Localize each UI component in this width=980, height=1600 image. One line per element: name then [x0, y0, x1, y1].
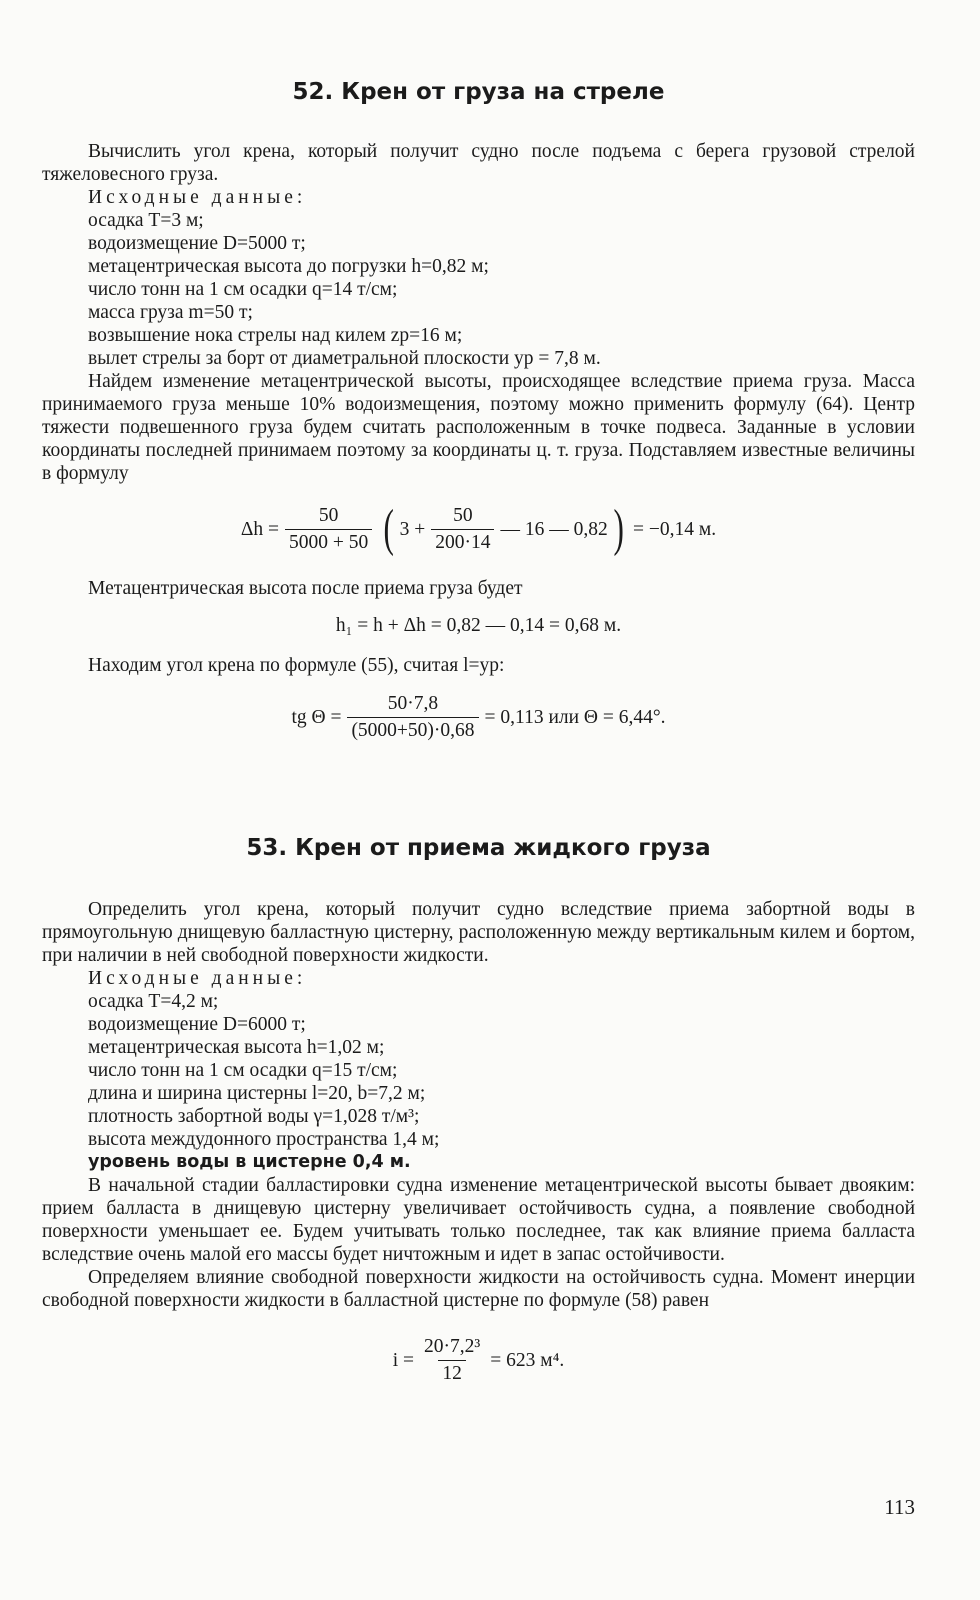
list-item: число тонн на 1 см осадки q=14 т/см; — [88, 279, 398, 300]
list-item: число тонн на 1 см осадки q=15 т/см; — [88, 1060, 398, 1081]
denominator: 12 — [438, 1360, 466, 1385]
fraction — [431, 505, 494, 554]
denominator: (5000+50)·0,68 — [347, 717, 478, 742]
list-item: метацентрическая высота h=1,02 м; — [88, 1037, 385, 1058]
right-paren: ) — [613, 500, 624, 557]
formula-h1 — [42, 600, 915, 650]
formula-rhs: = 0,113 или Θ = 6,44°. — [484, 706, 666, 728]
formula-delta-h — [42, 489, 915, 569]
paragraph: Определить угол крена, который получит судно вследствие приема забортной воды в прямоугольную днищевую балластную цистерну, расположенную между вертикальным килем и бортом, при наличии в ней свободной поверхности жидкости. — [42, 899, 915, 966]
section-53-body — [42, 898, 915, 1402]
list-item: осадка T=3 м; — [88, 210, 204, 231]
formula-lhs: i = — [392, 1349, 415, 1371]
paragraph: Определяем влияние свободной поверхности жидкости на остойчивость судна. Момент инерции свободной поверхности жидкости в балластной цистерне по формуле (58) равен — [42, 1267, 915, 1311]
formula-lhs: Δh = — [240, 518, 280, 540]
fraction — [420, 1336, 484, 1385]
list-item: метацентрическая высота до погрузки h=0,82 м; — [88, 256, 489, 277]
paragraph: В начальной стадии балластировки судна изменение метацентрической высоты бывает двояким: прием балласта в днищевую цистерну увеличивает остойчивость судна, а появление свободной поверхности уменьшает ее. Будем учитывать только последнее, так как влияние приема балласта вследствие очень малой его массы будет ничтожным и идет в запас остойчивости. — [42, 1175, 915, 1265]
formula-inertia — [42, 1318, 915, 1402]
list-item: вылет стрелы за борт от диаметральной плоскости yр = 7,8 м. — [88, 348, 601, 369]
formula-lhs: tg Θ = — [291, 706, 342, 728]
list-item: высота междудонного пространства 1,4 м; — [88, 1129, 440, 1150]
formula-term: 3 + — [399, 518, 426, 540]
paragraph: Вычислить угол крена, который получит судно после подъема с берега грузовой стрелой тяжеловесного груза. — [42, 141, 915, 185]
given-label: Исходные данные: — [88, 968, 307, 989]
numerator: 20·7,2³ — [424, 1335, 481, 1357]
fraction — [285, 505, 372, 554]
list-item: водоизмещение D=6000 т; — [88, 1014, 306, 1035]
fraction — [347, 693, 478, 742]
formula-rhs: = −0,14 м. — [633, 518, 717, 540]
formula-rhs: = 623 м⁴. — [490, 1349, 565, 1371]
list-item: длина и ширина цистерны l=20, b=7,2 м; — [88, 1083, 426, 1104]
denominator: 200·14 — [431, 529, 494, 554]
formula-term: — 16 — 0,82 — [500, 518, 608, 540]
list-item: осадка T=4,2 м; — [88, 991, 219, 1012]
left-paren: ( — [383, 500, 395, 557]
formula-tg — [42, 677, 915, 757]
paragraph: Найдем изменение метацентрической высоты, происходящее вследствие приема груза. Масса принимаемого груза меньше 10% водоизмещения, поэтому можно применить формулу (64). Центр тяжести подвешенного груза будем считать расположенным в точке подвеса. Заданные в условии координаты последней принимаем поэтому за координаты ц. т. груза. Подставляем известные величины в формулу — [42, 371, 915, 484]
formula-text: h₁ = h + Δh = 0,82 — 0,14 = 0,68 м. — [335, 614, 622, 636]
paragraph: Метацентрическая высота после приема груза будет — [88, 578, 523, 599]
list-item: водоизмещение D=5000 т; — [88, 233, 306, 254]
page-number: 113 — [884, 1495, 915, 1519]
section-52-body — [42, 140, 915, 757]
numerator: 50 — [453, 504, 473, 526]
section-title: 52. Крен от груза на стреле — [292, 79, 665, 105]
list-item: возвышение нока стрелы над килем zр=16 м; — [88, 325, 463, 346]
list-item: масса груза m=50 т; — [88, 302, 253, 323]
list-item: плотность забортной воды γ=1,028 т/м³; — [88, 1106, 420, 1127]
numerator: 50 — [318, 504, 339, 526]
numerator: 50·7,8 — [387, 692, 439, 714]
paragraph: Находим угол крена по формуле (55), считая l=yр: — [88, 655, 505, 676]
section-title: 53. Крен от приема жидкого груза — [246, 835, 711, 861]
denominator: 5000 + 50 — [285, 529, 372, 554]
given-label: Исходные данные: — [88, 187, 307, 208]
list-item: уровень воды в цистерне 0,4 м. — [88, 1152, 411, 1172]
